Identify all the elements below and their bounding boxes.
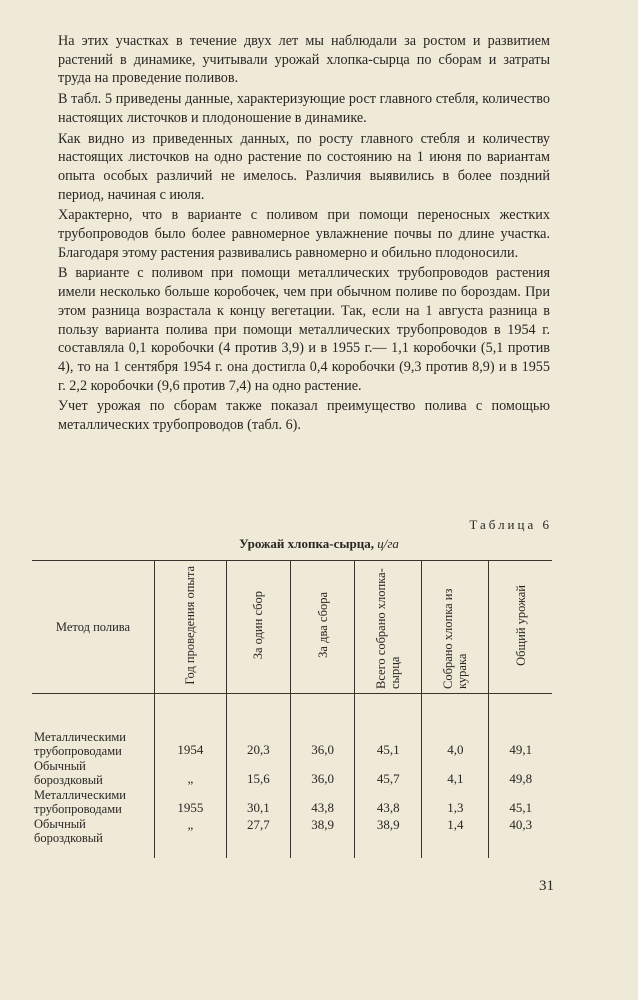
table-unit: ц/га [377, 536, 399, 551]
header-total [355, 561, 422, 694]
cell-total: 43,8 [355, 788, 422, 817]
cell-year: 1955 [155, 788, 227, 817]
cell-yield: 40,3 [489, 817, 552, 858]
header-method: Метод полива [32, 561, 155, 694]
cell-year: 1954 [155, 694, 227, 760]
table-row [32, 759, 552, 788]
cell-one: 30,1 [226, 788, 290, 817]
cell-total: 45,7 [355, 759, 422, 788]
method-text: Металлическими трубопроводами [34, 730, 126, 758]
cell-total: 45,1 [355, 694, 422, 760]
cell-one: 27,7 [226, 817, 290, 858]
table-title-text: Урожай хлопка-сырца, [239, 536, 374, 551]
cell-kurak: 4,1 [422, 759, 489, 788]
header-two-picks-text: За два сбора [315, 592, 330, 658]
paragraph: Характерно, что в варианте с поливом при помощи переносных жестких трубопроводов было более равномерное увлажнение почвы по длине участка. Благодаря этому растения развивались равномерно и обильно плодоносили. [58, 207, 550, 261]
cell-method [32, 759, 155, 788]
table-header-row [32, 561, 552, 694]
method-text: Обычный бороздковый [34, 759, 103, 787]
page-number: 31 [539, 878, 554, 894]
header-total-text: Всего собрано хлопка-сырца [374, 568, 403, 689]
cell-two: 38,9 [290, 817, 354, 858]
table-row [32, 817, 552, 858]
cell-yield: 49,1 [489, 694, 552, 760]
cell-yield: 49,8 [489, 759, 552, 788]
header-two-picks [290, 561, 354, 694]
cell-method [32, 694, 155, 760]
header-one-pick [226, 561, 290, 694]
cell-one: 15,6 [226, 759, 290, 788]
paragraph: На этих участках в течение двух лет мы наблюдали за ростом и развитием растений в динамике, учитывали урожай хлопка-сырца по сборам и затраты труда на проведение поливов. [58, 33, 550, 87]
paragraph: В табл. 5 приведены данные, характеризующие рост главного стебля, количество настоящих листочков и плодоношение в динамике. [58, 91, 550, 126]
cell-method [32, 817, 155, 858]
cell-method [32, 788, 155, 817]
paragraph: Как видно из приведенных данных, по росту главного стебля и количеству настоящих листочков на одно растение по состоянию на 1 июня по вариантам опыта особых различий не имелось. Различия выявились в более поздний период, начиная с июля. [58, 130, 550, 203]
table-row [32, 694, 552, 760]
cell-year: „ [155, 817, 227, 858]
cell-kurak: 1,3 [422, 788, 489, 817]
header-year [155, 561, 227, 694]
yield-table [32, 560, 552, 858]
table-label: Таблица 6 [469, 517, 552, 532]
cell-yield: 45,1 [489, 788, 552, 817]
table-title [0, 536, 638, 552]
header-kurak-text: Собрано хлопка из курака [441, 588, 470, 689]
cell-two: 43,8 [290, 788, 354, 817]
cell-kurak: 1,4 [422, 817, 489, 858]
header-year-text: Год проведения опыта [183, 565, 198, 685]
method-text: Металлическими трубопроводами [34, 788, 126, 816]
cell-total: 38,9 [355, 817, 422, 858]
body-text [58, 32, 550, 437]
cell-one: 20,3 [226, 694, 290, 760]
header-yield [489, 561, 552, 694]
cell-two: 36,0 [290, 759, 354, 788]
header-yield-text: Общий урожай [513, 584, 528, 666]
cell-kurak: 4,0 [422, 694, 489, 760]
paragraph: Учет урожая по сборам также показал преимущество полива с помощью металлических трубопроводов (табл. 6). [58, 398, 550, 434]
header-kurak [422, 561, 489, 694]
cell-year: „ [155, 759, 227, 788]
method-text: Обычный бороздковый [34, 817, 103, 845]
cell-two: 36,0 [290, 694, 354, 760]
paragraph: В варианте с поливом при помощи металлических трубопроводов растения имели несколько больше коробочек, чем при обычном поливе по бороздам. При этом разница возрастала к концу вегетации. Так, если на 1 августа разница в пользу варианта полива при помощи металлических трубопроводов в 1954 г. составляла 0,1 коробочки (4 против 3,9) и в 1955 г.— 1,1 коробочки (5,1 против 4), то на 1 сентября 1954 г. она достигла 0,4 коробочки (9,3 против 8,9) и в 1955 г. 2,2 коробочки (9,6 против 7,4) на одно растение. [58, 265, 550, 394]
table-row [32, 788, 552, 817]
header-one-pick-text: За один сбор [251, 590, 266, 660]
